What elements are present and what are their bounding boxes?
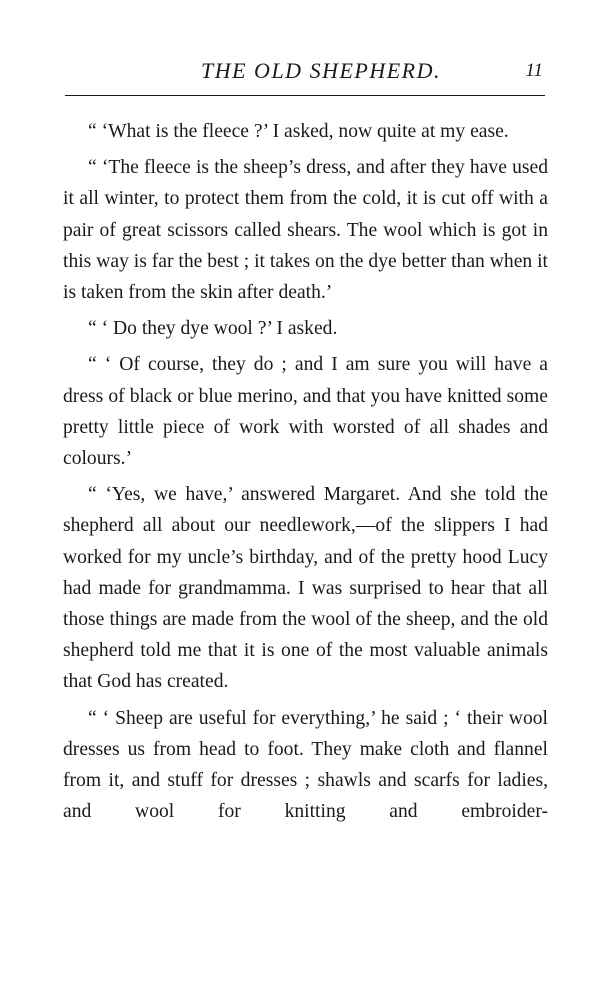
- body-text: [63, 116, 548, 832]
- paragraph: “ ‘The fleece is the sheep’s dress, and after they have used it all winter, to protect them from the cold, it is cut off with a pair of great scissors called shears. The wool which is got in this way is far the best ; it takes on the dye better than when it is taken from the skin after death.’: [63, 157, 548, 304]
- running-title: THE OLD SHEPHERD.: [201, 58, 441, 83]
- paragraph: “ ‘ Sheep are useful for everything,’ he said ; ‘ their wool dresses us from head to foot. They make cloth and flannel from it, and stuff for dresses ; shawls and scarfs for ladies, and wool for knitting and embroider-: [63, 707, 548, 823]
- page-header: [65, 58, 543, 86]
- paragraph: “ ‘Yes, we have,’ answered Margaret. And she told the shepherd all about our needlework,—of the slippers I had worked for my uncle’s birthday, and of the pretty hood Lucy had made for grandmamma. I was surprised to hear that all those things are made from the wool of the sheep, and the old shepherd told me that it is one of the most valuable animals that God has created.: [63, 484, 548, 693]
- paragraph: “ ‘ Of course, they do ; and I am sure you will have a dress of black or blue merino, and that you have knitted some pretty little piece of work with worsted of all shades and colours.’: [63, 354, 548, 470]
- paragraph: “ ‘ Do they dye wool ?’ I asked.: [88, 318, 338, 340]
- paragraph: “ ‘What is the fleece ?’ I asked, now quite at my ease.: [88, 121, 509, 142]
- page-number: 11: [525, 60, 543, 81]
- header-rule: [65, 95, 545, 96]
